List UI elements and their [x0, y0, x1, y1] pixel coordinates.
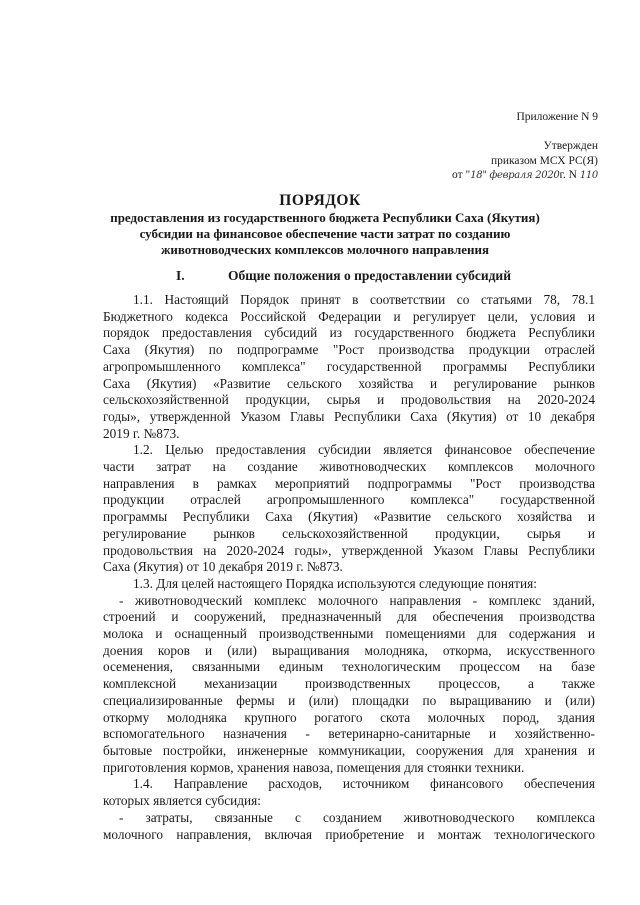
paragraph-line: Саха (Якутия) от 10 декабря 2019 г. №873. [103, 559, 343, 575]
body-text [103, 292, 595, 843]
paragraph-line: регулирование рынков сельскохозяйственной продукции, сырья и [103, 525, 595, 541]
paragraph-line: 1.2. Целью предоставления субсидии является финансовое обеспечение [133, 442, 595, 458]
paragraph-line: приготовления кормов, хранения навоза, помещения для стоянки техники. [103, 759, 525, 775]
paragraph-line: - затраты, связанные с созданием животноводческого комплекса [119, 809, 595, 825]
paragraph-line: агропромышленного комплекса" государственной программы Республики [103, 358, 595, 374]
paragraph-line: продукции отраслей агропромышленного комплекса" государственной [103, 492, 595, 508]
paragraph-line: 1.1. Настоящий Порядок принят в соответствии со статьями 78, 78.1 [133, 292, 595, 307]
paragraph-line: продовольствия на 2020-2024 годы», утвержденной Указом Главы Республики [103, 542, 595, 558]
section-title: Общие положения о предоставлении субсидий [228, 268, 511, 283]
paragraph-line: бытовые постройки, инженерные коммуникации, сооружения для хранения и [103, 742, 595, 758]
paragraph-line: Саха (Якутия) «Развитие сельского хозяйства и регулирование рынков [103, 375, 595, 391]
paragraph-line: 1.4. Направление расходов, источником финансового обеспечения [133, 776, 595, 792]
handwritten-month: " февраля [482, 170, 533, 181]
date-line: от "18" февраля 2020г. N 110 [452, 169, 598, 181]
section-number: I. [176, 268, 185, 283]
paragraph-line: - животноводческий комплекс молочного направления - комплекс зданий, [119, 592, 595, 608]
subtitle-line: предоставления из государственного бюджета Республики Саха (Якутия) [110, 210, 540, 225]
paragraph-line: Саха (Якутия) по подпрограмме "Рост производства продукции отраслей [103, 342, 595, 358]
paragraph-line: доения коров и (или) выращивания молодняка, откорма, искусственного [103, 642, 595, 658]
document-subtitle [60, 210, 590, 258]
paragraph-line: порядок предоставления субсидий из государственного бюджета Республики [103, 325, 595, 341]
paragraph-line: молочного направления, включая приобретение и монтаж технологического [103, 826, 595, 842]
paragraph-line: Бюджетного кодекса Российской Федерации и регулирует цели, условия и [103, 308, 595, 324]
paragraph-line: строений и сооружений, предназначенный для обеспечения производства [103, 609, 595, 625]
section-heading [176, 268, 511, 284]
order-line: приказом МСХ РС(Я) [490, 154, 598, 167]
handwritten-year: 2020 [535, 170, 560, 181]
handwritten-day: 18 [470, 170, 483, 181]
paragraph-line: осеменения, связанными единым технологическим процессом на базе [103, 659, 595, 675]
handwritten-number: 110 [579, 170, 598, 181]
paragraph-line: части затрат на создание животноводческих комплексов молочного [103, 459, 595, 475]
approval-block [452, 139, 598, 184]
paragraph-line: программы Республики Саха (Якутия) «Развитие сельского хозяйства и [103, 509, 595, 525]
paragraph-line: откорму молодняка крупного рогатого скота молочных пород, здания [103, 709, 595, 725]
subtitle-line: животноводческих комплексов молочного направления [160, 242, 490, 257]
paragraph-line: 2019 г. №873. [103, 425, 180, 441]
paragraph-line: сельскохозяйственной продукции, сырья и продовольствия на 2020-2024 [103, 392, 595, 408]
paragraph-line: которых является субсидия: [103, 793, 261, 809]
paragraph-line: комплексной механизации производственных процессов, а также [103, 676, 595, 692]
paragraph-line: молока и оснащенный производственными помещениями для содержания и [103, 626, 595, 642]
document-title: ПОРЯДОК [279, 192, 361, 209]
subtitle-line: субсидии на финансовое обеспечение части затрат по созданию [139, 226, 511, 241]
appendix-label: Приложение N 9 [516, 111, 598, 123]
approved-line: Утвержден [543, 140, 598, 152]
paragraph-line: вспомогательного назначения - ветеринарно-санитарные и хозяйственно- [103, 726, 595, 742]
paragraph-line: годы», утвержденной Указом Главы Республики Саха (Якутия) от 10 декабря [103, 408, 595, 424]
paragraph-line: 1.3. Для целей настоящего Порядка используются следующие понятия: [133, 575, 537, 591]
paragraph-line: направления в рамках мероприятий подпрограммы "Рост производства [103, 475, 595, 491]
paragraph-line: специализированные фермы и (или) площадки по выращиванию и (или) [103, 692, 595, 708]
